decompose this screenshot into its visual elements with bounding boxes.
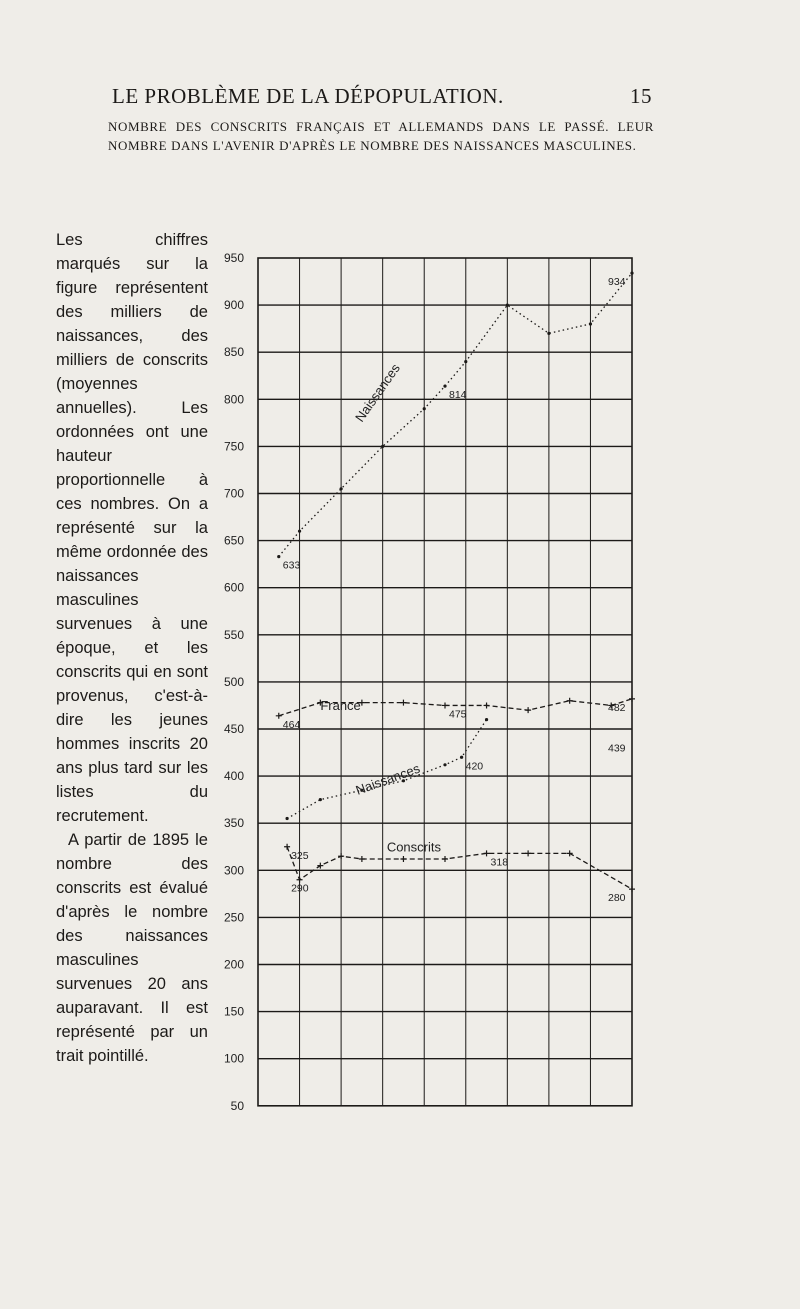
series-point <box>460 756 463 759</box>
series-point <box>284 844 290 850</box>
data-label: 934 <box>608 276 626 289</box>
series-label: Naissances <box>353 760 422 798</box>
side-note-paragraph-2: A partir de 1895 le nombre des conscrits est évalué d'après le nombre des naissances masculines survenues 20 ans auparavant. Il est représenté par un trait pointillé. <box>56 831 208 1065</box>
y-tick-label: 850 <box>223 345 244 360</box>
y-tick-label: 300 <box>223 863 244 878</box>
series-point <box>381 445 384 448</box>
y-tick-label: 950 <box>223 251 244 265</box>
y-axis-ticks <box>224 251 244 1113</box>
data-label: 318 <box>490 856 509 869</box>
figure-caption: NOMBRE DES CONSCRITS FRANÇAIS ET ALLEMANDS DANS LE PASSÉ. LEUR NOMBRE DANS L'AVENIR D'APRÈS LE NOMBRE DES NAISSANCES MASCULINES. <box>108 119 654 153</box>
series-point <box>629 886 635 892</box>
series-line <box>287 847 632 889</box>
series-point <box>400 856 406 862</box>
series-point <box>285 817 288 820</box>
series-point <box>589 322 592 325</box>
data-label: 814 <box>449 389 467 402</box>
series-label: Conscrits <box>386 839 442 855</box>
series-point <box>423 407 426 410</box>
y-tick-label: 500 <box>223 674 244 689</box>
series-point <box>485 718 488 721</box>
y-tick-label: 200 <box>223 957 244 972</box>
running-head-title: LE PROBLÈME DE LA DÉPOPULATION. <box>112 84 504 108</box>
side-note-paragraph-1: Les chiffres marqués sur la figure représentent des milliers de naissances, des milliers de conscrits (moyennes annuelles). Les ordonnées ont une hauteur proportionnelle à ces nombres. On a représenté sur la même ordonnée des naissances masculines survenues à une époque, et les conscrits qui en sont provenus, c'est-à-dire les jeunes hommes inscrits 20 ans plus tard sur les listes du recrutement. <box>56 231 208 825</box>
data-label: 325 <box>291 849 309 862</box>
series-point <box>400 700 406 706</box>
series-point <box>525 707 531 713</box>
series-point <box>443 763 446 766</box>
series-point <box>442 702 448 708</box>
series-point <box>442 856 448 862</box>
data-label: 439 <box>608 742 626 755</box>
y-tick-label: 100 <box>223 1051 244 1066</box>
series-point <box>629 696 635 702</box>
series-point <box>443 385 446 388</box>
y-tick-label: 650 <box>223 533 244 548</box>
data-label: 280 <box>608 892 626 905</box>
y-tick-label: 800 <box>223 392 244 407</box>
data-label: 420 <box>465 760 484 773</box>
series-point <box>506 304 509 307</box>
series-label: Naissances <box>352 360 403 425</box>
series-point <box>525 850 531 856</box>
series-point <box>359 856 365 862</box>
y-tick-label: 550 <box>223 627 244 642</box>
series-point <box>319 798 322 801</box>
data-label: 290 <box>291 882 309 895</box>
chart-series <box>276 271 635 892</box>
series-point <box>276 713 282 719</box>
series-point <box>340 487 343 490</box>
y-tick-label: 750 <box>223 439 244 454</box>
chart-labels <box>283 276 626 904</box>
series-point <box>484 850 490 856</box>
y-tick-label: 150 <box>223 1004 244 1019</box>
y-tick-label: 250 <box>223 910 244 925</box>
data-label: 482 <box>608 701 626 714</box>
y-tick-label: 50 <box>230 1098 244 1113</box>
data-label: 464 <box>282 718 301 731</box>
series-point <box>547 332 550 335</box>
series-line <box>287 720 486 819</box>
series-point <box>567 850 573 856</box>
data-label: 633 <box>282 559 301 572</box>
series-point <box>277 555 280 558</box>
y-tick-label: 350 <box>223 816 244 831</box>
series-point <box>298 530 301 533</box>
y-tick-label: 450 <box>223 722 244 736</box>
series-point <box>567 698 573 704</box>
series-point <box>338 853 344 859</box>
y-tick-label: 400 <box>223 769 244 784</box>
series-point <box>484 702 490 708</box>
series-point <box>630 271 633 274</box>
y-tick-label: 900 <box>223 298 244 313</box>
data-label: 475 <box>449 708 467 721</box>
series-line <box>279 273 632 557</box>
page-number: 15 <box>630 84 652 108</box>
series-label: France <box>320 698 361 714</box>
y-tick-label: 700 <box>223 486 244 501</box>
y-tick-label: 600 <box>223 580 244 595</box>
series-point <box>464 360 467 363</box>
